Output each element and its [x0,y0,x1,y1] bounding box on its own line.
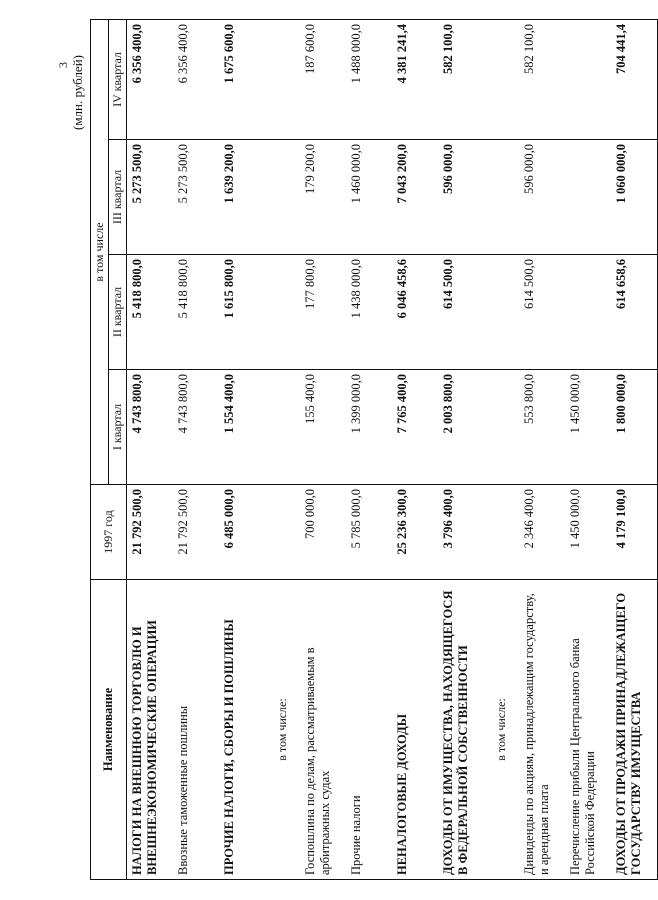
row-q3: 179 200,0 [300,140,346,255]
table-row [300,19,346,879]
header-year: 1997 год [91,485,127,580]
row-q4: 187 600,0 [300,19,346,139]
row-q2: 1 438 000,0 [346,255,392,370]
row-q4: 1 675 600,0 [219,19,265,139]
row-name: Перечисление прибыли Центрального банка Российской Федерации [565,580,611,880]
table-row [219,19,265,879]
row-name: Прочие налоги [346,580,392,880]
row-q2: 614 500,0 [438,255,484,370]
row-q1: 1 800 000,0 [611,370,658,485]
row-q1: 7 765 400,0 [392,370,438,485]
row-q1: 155 400,0 [300,370,346,485]
table-row [519,19,565,879]
row-q1: 1 399 000,0 [346,370,392,485]
row-q1: 1 450 000,0 [565,370,611,485]
row-q3: 5 273 500,0 [173,140,219,255]
row-year: 5 785 000,0 [346,485,392,580]
table-row [392,19,438,879]
row-year: 21 792 500,0 [127,485,174,580]
row-q3: 1 460 000,0 [346,140,392,255]
row-q3: 596 000,0 [438,140,484,255]
row-year: 700 000,0 [300,485,346,580]
subheading-label: в том числе: [265,580,300,880]
row-name: Госпошлина по делам, рассматриваемым в арбитражных судах [300,580,346,880]
row-year: 6 485 000,0 [219,485,265,580]
table-subheading-row [265,19,300,879]
table-row [346,19,392,879]
row-q2: 1 615 800,0 [219,255,265,370]
row-q2: 6 046 458,6 [392,255,438,370]
table-subheading-row [484,19,519,879]
row-q3 [565,140,611,255]
units-label: (млн. рублей) [70,55,85,130]
header-q1: I квартал [109,370,127,485]
header-in-that: в том числе [91,19,109,484]
row-q4: 1 488 000,0 [346,19,392,139]
header-q3: III квартал [109,140,127,255]
row-year: 21 792 500,0 [173,485,219,580]
row-q1: 553 800,0 [519,370,565,485]
row-year: 3 796 400,0 [438,485,484,580]
table-row [438,19,484,879]
row-q1: 1 554 400,0 [219,370,265,485]
row-q3: 596 000,0 [519,140,565,255]
row-q2: 614 658,6 [611,255,658,370]
row-year: 2 346 400,0 [519,485,565,580]
row-name: ДОХОДЫ ОТ ИМУЩЕСТВА, НАХОДЯЩЕГОСЯ В ФЕДЕРАЛЬНОЙ СОБСТВЕННОСТИ [438,580,484,880]
header-q4: IV квартал [109,19,127,139]
subheading-label: в том числе: [484,580,519,880]
row-year: 25 236 300,0 [392,485,438,580]
row-q4: 6 356 400,0 [173,19,219,139]
header-name: Наименование [91,580,127,880]
header-q2: II квартал [109,255,127,370]
row-q3: 7 043 200,0 [392,140,438,255]
row-q2: 5 418 800,0 [173,255,219,370]
row-name: Дивиденды по акциям, принадлежащим государству, и арендная плата [519,580,565,880]
row-q4: 582 100,0 [519,19,565,139]
budget-table [90,19,658,880]
row-year: 1 450 000,0 [565,485,611,580]
table-row [127,19,174,879]
row-name: ДОХОДЫ ОТ ПРОДАЖИ ПРИНАДЛЕЖАЩЕГО ГОСУДАРСТВУ ИМУЩЕСТВА [611,580,658,880]
row-q1: 2 003 800,0 [438,370,484,485]
table-row [565,19,611,879]
row-q4 [565,19,611,139]
row-q1: 4 743 800,0 [173,370,219,485]
row-q2: 5 418 800,0 [127,255,174,370]
row-name: Ввозные таможенные пошлины [173,580,219,880]
row-q2: 177 800,0 [300,255,346,370]
row-q4: 704 441,4 [611,19,658,139]
page-number: 3 [56,62,70,68]
table-row [611,19,658,879]
row-q1: 4 743 800,0 [127,370,174,485]
row-year: 4 179 100,0 [611,485,658,580]
row-q4: 582 100,0 [438,19,484,139]
row-q3: 5 273 500,0 [127,140,174,255]
row-name: НЕНАЛОГОВЫЕ ДОХОДЫ [392,580,438,880]
row-q3: 1 060 000,0 [611,140,658,255]
row-name: ПРОЧИЕ НАЛОГИ, СБОРЫ И ПОШЛИНЫ [219,580,265,880]
table-row [173,19,219,879]
row-q4: 4 381 241,4 [392,19,438,139]
row-q2: 614 500,0 [519,255,565,370]
row-q4: 6 356 400,0 [127,19,174,139]
row-q3: 1 639 200,0 [219,140,265,255]
row-q2 [565,255,611,370]
row-name: НАЛОГИ НА ВНЕШНЮЮ ТОРГОВЛЮ И ВНЕШНЕЭКОНОМИЧЕСКИЕ ОПЕРАЦИИ [127,580,174,880]
